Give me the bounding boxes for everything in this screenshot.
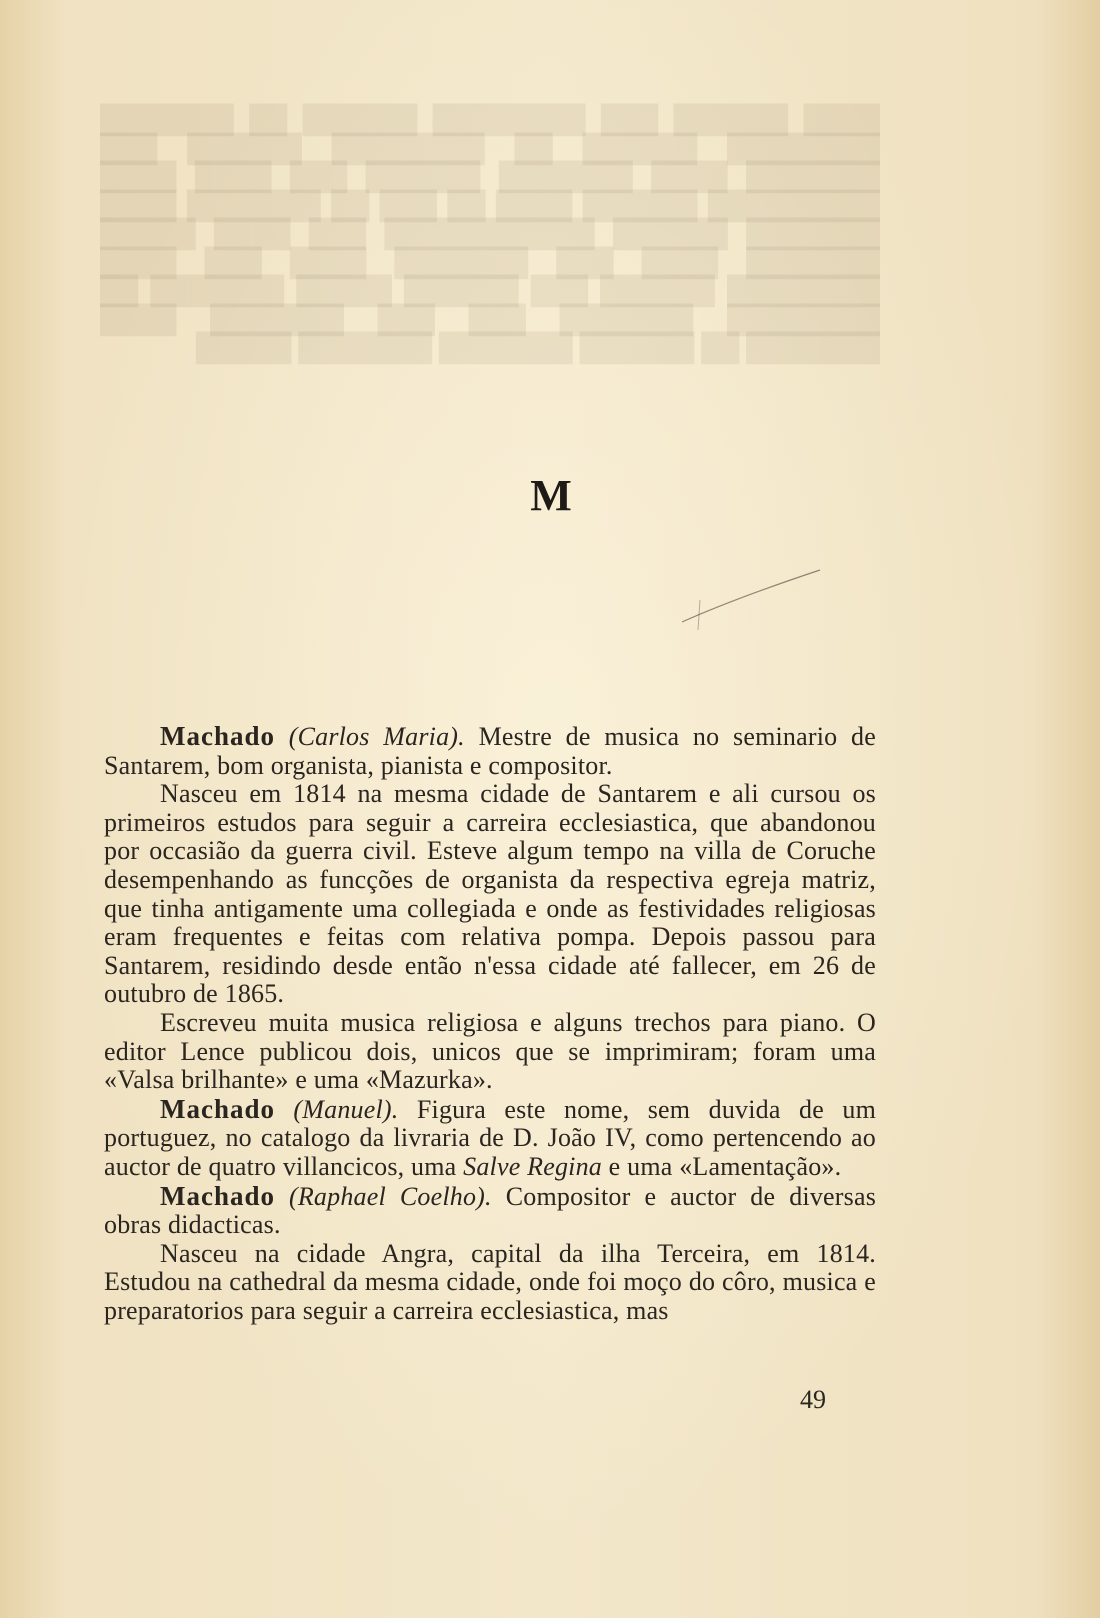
entry-surname: Machado <box>160 721 275 751</box>
paragraph-biography: Nasceu em 1814 na mesma cidade de Santarem e ali cursou os primeiros estudos para seguir a carreira ecclesiastica, que abandonou por occasião da guerra civil. Esteve algum tempo na villa de Coruche desempenhando as funcções de organista da respectiva egreja matriz, que tinha antigamente uma collegiada e onde as festividades religiosas eram frequentes e feitas com relativa pompa. Depois passou para Santarem, residindo desde então n'essa cidade até fallecer, em 26 de outubro de 1865. <box>104 779 876 1009</box>
entry-given-name: (Raphael Coelho). <box>288 1181 492 1211</box>
entry-text-continued: e uma «Lamentação». <box>601 1151 842 1181</box>
entry-machado-manuel <box>104 1095 876 1182</box>
entry-machado-carlos-maria <box>104 722 876 780</box>
paragraph-biography: Nasceu na cidade Angra, capital da ilha Terceira, em 1814. Estudou na cathedral da mesma cidade, onde foi moço do côro, musica e preparatorios para seguir a carreira ecclesiastica, mas <box>104 1238 876 1325</box>
bleed-through-texture: ████ ██████ ███ ████████ ██████ ██ ███████ ████████ ██████ ██ ████████ ██████ ███ ███████ ████ ███████ ██████ ███ ████ ████ █████████ ██████ ████ ██ ███ ██ ███████ ████ ███████ ██████ ███████████ ███ ████ █████ ███████ ████ ███ ███████ ████ ███ ████ ████████ ██████ ███ ██████ █████ ███████ ██ ████████ ███████ ███ ███ ███████ ████ ███████ ██ ██████ ███████ ███████ █████ <box>100 104 880 362</box>
entry-text: Mestre de musica no seminario de Santarem, bom organista, pianista e compositor. <box>104 722 876 780</box>
paragraph-works: Escreveu muita musica religiosa e alguns trechos para piano. O editor Lence publicou dois, unicos que se imprimiram; foram uma «Valsa brilhante» e uma «Mazurka». <box>104 1007 876 1095</box>
ink-scratch-mark <box>680 560 840 630</box>
work-title: Salve Regina <box>463 1151 602 1181</box>
entry-text: Compositor e auctor de diversas obras didacticas. <box>104 1181 877 1240</box>
entry-given-name: (Carlos Maria). <box>288 722 465 751</box>
entry-surname: Machado <box>160 1180 275 1211</box>
entry-machado-raphael-coelho <box>104 1182 876 1240</box>
entry-text: Figura este nome, sem duvida de um portuguez, no catalogo da livraria de D. João IV, como pertencendo ao auctor de quatro villancicos, uma <box>104 1094 876 1181</box>
entry-surname: Machado <box>160 1093 275 1124</box>
entry-given-name: (Manuel). <box>293 1094 399 1124</box>
dictionary-body <box>104 722 876 1325</box>
page-number: 49 <box>800 1385 826 1414</box>
section-letter-heading: M <box>530 471 570 520</box>
